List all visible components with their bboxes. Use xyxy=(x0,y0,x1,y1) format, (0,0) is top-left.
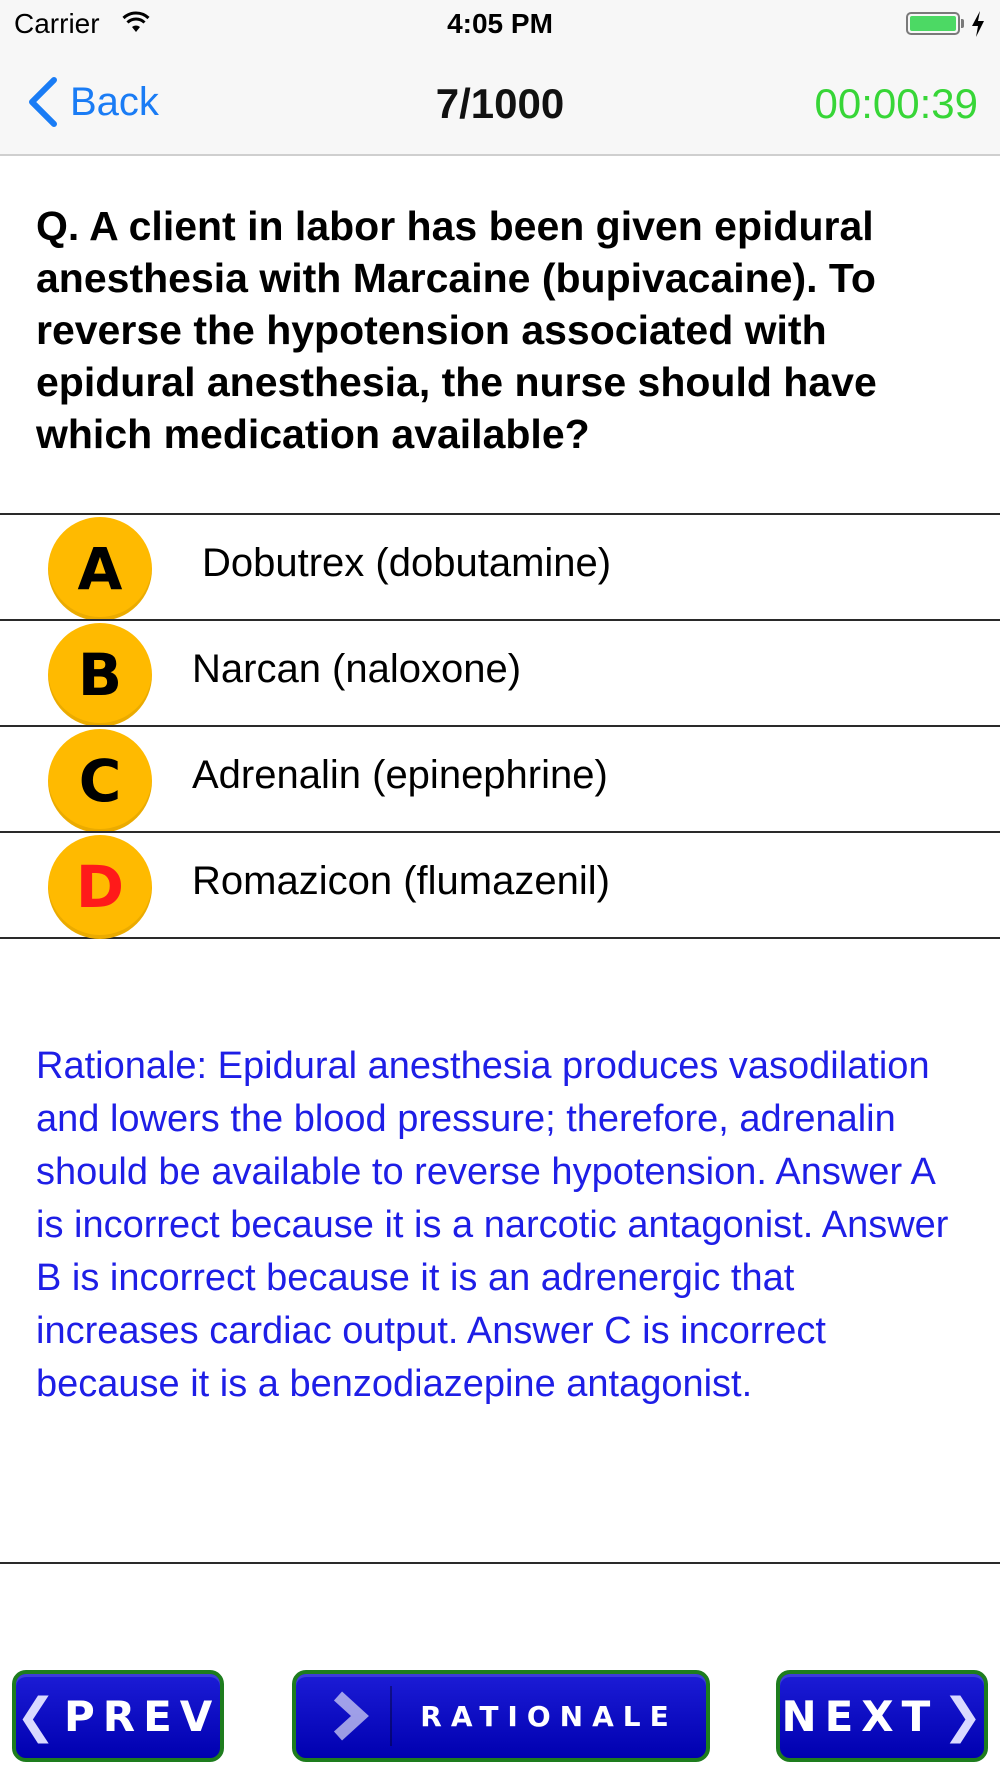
option-b-text: Narcan (naloxone) xyxy=(192,647,522,691)
status-time: 4:05 PM xyxy=(447,8,553,39)
battery-icon xyxy=(906,12,960,35)
answer-options xyxy=(0,513,1000,939)
option-b-badge xyxy=(48,623,152,727)
divider xyxy=(0,1562,1000,1564)
option-b[interactable] xyxy=(0,619,1000,725)
option-c-letter: C xyxy=(78,747,122,815)
option-c[interactable] xyxy=(0,725,1000,831)
option-b-letter: B xyxy=(77,641,123,709)
question-progress: 7/1000 xyxy=(435,80,565,127)
charging-bolt-icon xyxy=(970,10,986,38)
question-text: Q. A client in labor has been given epidural anesthesia with Marcaine (bupivacaine). To reverse the hypotension associated with epidural anesthesia, the nurse should have which medication available? xyxy=(36,203,877,457)
status-bar xyxy=(0,0,1000,50)
prev-button[interactable] xyxy=(12,1670,224,1762)
option-c-text: Adrenalin (epinephrine) xyxy=(192,753,608,797)
rationale-label: RATIONALE xyxy=(420,1699,678,1733)
chevron-right-icon: ❯ xyxy=(942,1688,983,1744)
next-button[interactable] xyxy=(776,1670,988,1762)
option-a-text: Dobutrex (dobutamine) xyxy=(202,541,612,585)
option-d[interactable] xyxy=(0,831,1000,939)
rationale-text: Rationale: Epidural anesthesia produces vasodilation and lowers the blood pressure; therefore, adrenalin should be available to reverse hypotension. Answer A is incorrect because it is a narcotic antagonist. Answer B is incorrect because it is an adrenergic that increases cardiac output. Answer C is incorrect because it is a benzodiazepine antagonist. xyxy=(36,1045,949,1405)
chevron-left-icon: ❮ xyxy=(15,1688,56,1744)
option-a-badge xyxy=(48,517,152,621)
elapsed-timer: 00:00:39 xyxy=(814,80,978,127)
rationale-button[interactable] xyxy=(292,1670,710,1762)
option-d-letter: D xyxy=(75,853,125,921)
battery-tip xyxy=(961,19,964,28)
navigation-bar xyxy=(0,50,1000,156)
back-label: Back xyxy=(70,79,159,124)
next-label: NEXT xyxy=(781,1691,939,1741)
option-d-badge xyxy=(48,835,152,939)
battery-fill xyxy=(910,16,956,31)
option-c-badge xyxy=(48,729,152,833)
option-a[interactable] xyxy=(0,513,1000,619)
option-a-letter: A xyxy=(77,535,123,603)
option-d-text: Romazicon (flumazenil) xyxy=(192,859,610,903)
carrier-label: Carrier xyxy=(14,8,100,39)
chevron-right-icon xyxy=(324,1686,392,1746)
prev-label: PREV xyxy=(63,1691,221,1741)
